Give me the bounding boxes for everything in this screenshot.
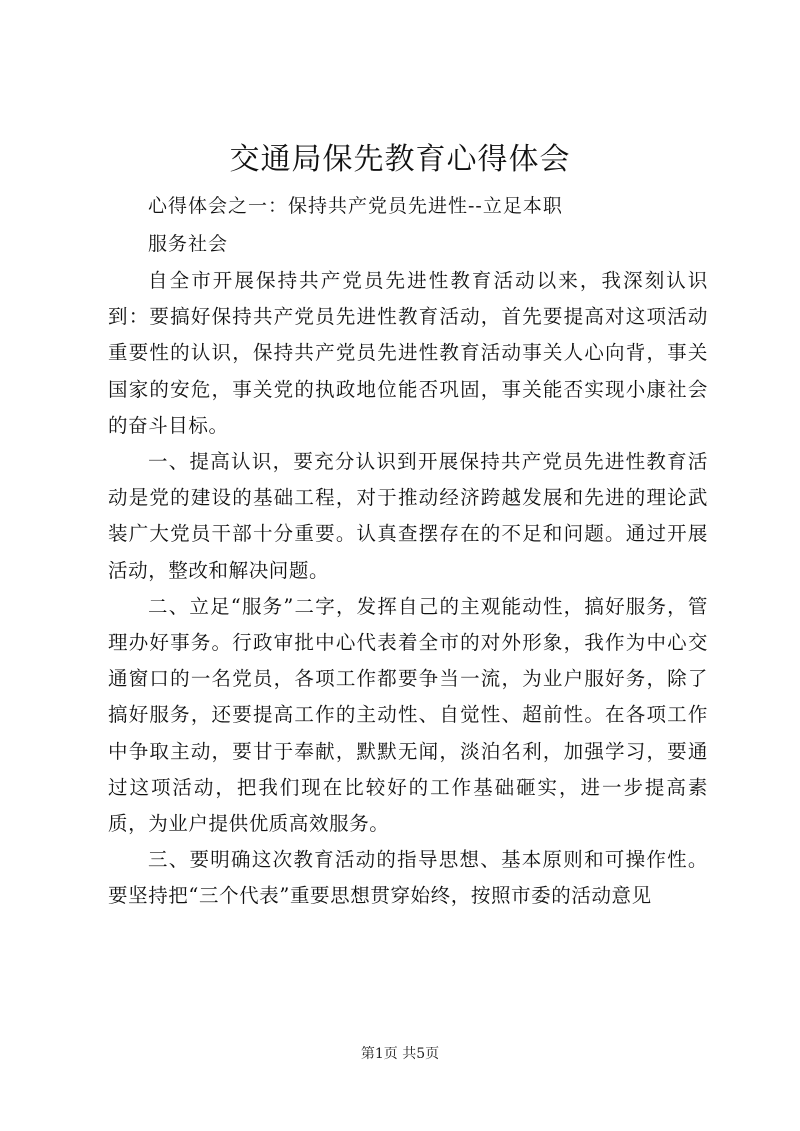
- paragraph-point-2: 二、立足“服务”二字，发挥自己的主观能动性，搞好服务，管理办好事务。行政审批中心代表着全市的对外形象，我作为中心交通窗口的一名党员，各项工作都要争当一流，为业户服好务，除了搞好服务，还要提高工作的主动性、自觉性、超前性。在各项工作中争取主动，要甘于奉献，默默无闻，淡泊名利，加强学习，要通过这项活动，把我们现在比较好的工作基础砸实，进一步提高素质，为业户提供优质高效服务。: [108, 594, 708, 836]
- page-footer: 第1页 共5页: [360, 1046, 440, 1062]
- paragraph-intro: 自全市开展保持共产党员先进性教育活动以来，我深刻认识到：要搞好保持共产党员先进性教育活动，首先要提高对这项活动重要性的认识，保持共产党员先进性教育活动事关人心向背，事关国家的安危，事关党的执政地位能否巩固，事关能否实现小康社会的奋斗目标。: [108, 269, 708, 437]
- document-title: 交通局保先教育心得体会: [229, 142, 571, 177]
- paragraph-point-1: 一、提高认识，要充分认识到开展保持共产党员先进性教育活动是党的建设的基础工程，对于推动经济跨越发展和先进的理论武装广大党员干部十分重要。认真查摆存在的不足和问题。通过开展活动，整改和解决问题。: [108, 450, 708, 582]
- subheading-line-1: 心得体会之一：保持共产党员先进性--立足本职: [148, 195, 563, 217]
- paragraph-point-3: 三、要明确这次教育活动的指导思想、基本原则和可操作性。要坚持把“三个代表”重要思想贯穿始终，按照市委的活动意见: [108, 848, 708, 908]
- document-body: [108, 187, 708, 915]
- subheading-line-2: 服务社会: [148, 233, 229, 255]
